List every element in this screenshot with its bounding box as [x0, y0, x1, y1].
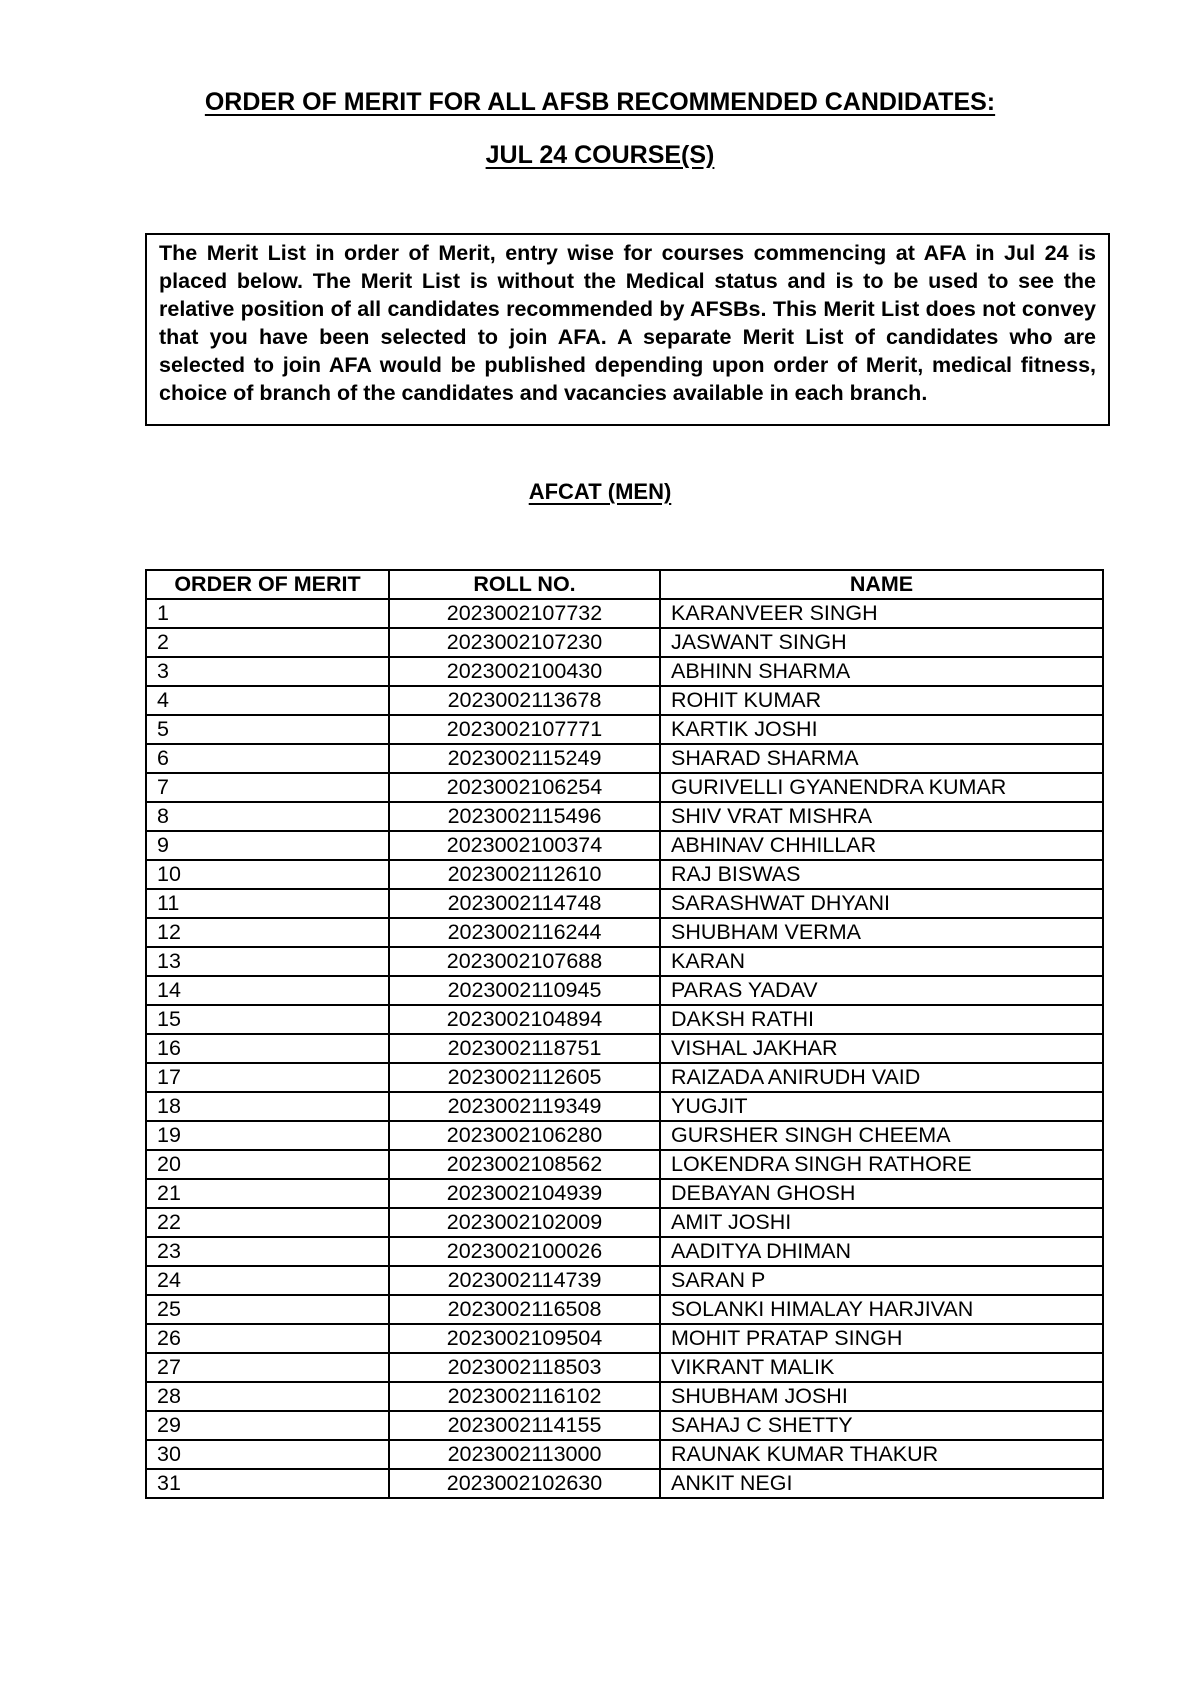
- cell-roll-no: 2023002113678: [389, 686, 660, 715]
- cell-roll-no: 2023002118503: [389, 1353, 660, 1382]
- cell-order-of-merit: 13: [146, 947, 389, 976]
- cell-order-of-merit: 23: [146, 1237, 389, 1266]
- table-row: [146, 1469, 1103, 1498]
- table-row: [146, 1092, 1103, 1121]
- document-title: ORDER OF MERIT FOR ALL AFSB RECOMMENDED CANDIDATES:: [204, 88, 996, 116]
- cell-order-of-merit: 10: [146, 860, 389, 889]
- cell-name: ABHINN SHARMA: [660, 657, 1103, 686]
- table-body: [146, 599, 1103, 1498]
- cell-roll-no: 2023002102009: [389, 1208, 660, 1237]
- cell-roll-no: 2023002112605: [389, 1063, 660, 1092]
- section-heading: AFCAT (MEN): [528, 479, 672, 504]
- table-row: [146, 1208, 1103, 1237]
- cell-roll-no: 2023002100430: [389, 657, 660, 686]
- table-row: [146, 1440, 1103, 1469]
- table-row: [146, 1150, 1103, 1179]
- cell-order-of-merit: 24: [146, 1266, 389, 1295]
- cell-name: SHUBHAM JOSHI: [660, 1382, 1103, 1411]
- table-row: [146, 744, 1103, 773]
- cell-order-of-merit: 12: [146, 918, 389, 947]
- cell-name: PARAS YADAV: [660, 976, 1103, 1005]
- cell-roll-no: 2023002114739: [389, 1266, 660, 1295]
- cell-roll-no: 2023002112610: [389, 860, 660, 889]
- cell-roll-no: 2023002116508: [389, 1295, 660, 1324]
- cell-order-of-merit: 26: [146, 1324, 389, 1353]
- merit-list-notice: The Merit List in order of Merit, entry wise for courses commencing at AFA in Jul 24 is placed below. The Merit List is without the Medical status and is to be used to see the relative position of all candidates recommended by AFSBs. This Merit List does not convey that you have been selected to join AFA. A separate Merit List of candidates who are selected to join AFA would be published depending upon order of Merit, medical fitness, choice of branch of the candidates and vacancies available in each branch.: [145, 233, 1110, 426]
- cell-name: SOLANKI HIMALAY HARJIVAN: [660, 1295, 1103, 1324]
- table-row: [146, 628, 1103, 657]
- cell-order-of-merit: 14: [146, 976, 389, 1005]
- header-roll-no: ROLL NO.: [389, 570, 660, 599]
- cell-order-of-merit: 25: [146, 1295, 389, 1324]
- cell-roll-no: 2023002107688: [389, 947, 660, 976]
- cell-order-of-merit: 18: [146, 1092, 389, 1121]
- cell-name: KARANVEER SINGH: [660, 599, 1103, 628]
- cell-roll-no: 2023002113000: [389, 1440, 660, 1469]
- cell-roll-no: 2023002102630: [389, 1469, 660, 1498]
- cell-order-of-merit: 2: [146, 628, 389, 657]
- cell-name: RAJ BISWAS: [660, 860, 1103, 889]
- header-name: NAME: [660, 570, 1103, 599]
- cell-roll-no: 2023002115249: [389, 744, 660, 773]
- cell-name: AADITYA DHIMAN: [660, 1237, 1103, 1266]
- cell-name: VISHAL JAKHAR: [660, 1034, 1103, 1063]
- table-row: [146, 1121, 1103, 1150]
- cell-name: SARASHWAT DHYANI: [660, 889, 1103, 918]
- table-row: [146, 715, 1103, 744]
- cell-name: VIKRANT MALIK: [660, 1353, 1103, 1382]
- cell-order-of-merit: 5: [146, 715, 389, 744]
- cell-order-of-merit: 20: [146, 1150, 389, 1179]
- cell-order-of-merit: 30: [146, 1440, 389, 1469]
- document-subtitle: JUL 24 COURSE(S): [485, 141, 715, 169]
- table-row: [146, 599, 1103, 628]
- cell-roll-no: 2023002116102: [389, 1382, 660, 1411]
- cell-order-of-merit: 7: [146, 773, 389, 802]
- cell-name: DAKSH RATHI: [660, 1005, 1103, 1034]
- table-row: [146, 976, 1103, 1005]
- cell-name: GURIVELLI GYANENDRA KUMAR: [660, 773, 1103, 802]
- cell-name: RAIZADA ANIRUDH VAID: [660, 1063, 1103, 1092]
- cell-order-of-merit: 31: [146, 1469, 389, 1498]
- table-row: [146, 1063, 1103, 1092]
- table-row: [146, 860, 1103, 889]
- table-row: [146, 1411, 1103, 1440]
- table-row: [146, 1353, 1103, 1382]
- table-row: [146, 802, 1103, 831]
- header-order-of-merit: ORDER OF MERIT: [146, 570, 389, 599]
- cell-name: LOKENDRA SINGH RATHORE: [660, 1150, 1103, 1179]
- cell-order-of-merit: 17: [146, 1063, 389, 1092]
- cell-roll-no: 2023002107771: [389, 715, 660, 744]
- cell-name: ANKIT NEGI: [660, 1469, 1103, 1498]
- cell-name: KARAN: [660, 947, 1103, 976]
- cell-roll-no: 2023002107230: [389, 628, 660, 657]
- table-row: [146, 1179, 1103, 1208]
- cell-roll-no: 2023002118751: [389, 1034, 660, 1063]
- cell-name: ABHINAV CHHILLAR: [660, 831, 1103, 860]
- cell-name: GURSHER SINGH CHEEMA: [660, 1121, 1103, 1150]
- cell-order-of-merit: 1: [146, 599, 389, 628]
- cell-name: SHARAD SHARMA: [660, 744, 1103, 773]
- table-header-row: [146, 570, 1103, 599]
- table-row: [146, 657, 1103, 686]
- table-row: [146, 1382, 1103, 1411]
- table-row: [146, 831, 1103, 860]
- cell-roll-no: 2023002119349: [389, 1092, 660, 1121]
- cell-roll-no: 2023002104894: [389, 1005, 660, 1034]
- table-row: [146, 1005, 1103, 1034]
- cell-order-of-merit: 6: [146, 744, 389, 773]
- table-row: [146, 1295, 1103, 1324]
- cell-name: SARAN P: [660, 1266, 1103, 1295]
- cell-order-of-merit: 29: [146, 1411, 389, 1440]
- cell-name: RAUNAK KUMAR THAKUR: [660, 1440, 1103, 1469]
- cell-roll-no: 2023002108562: [389, 1150, 660, 1179]
- cell-order-of-merit: 3: [146, 657, 389, 686]
- table-row: [146, 686, 1103, 715]
- table-row: [146, 1034, 1103, 1063]
- table-row: [146, 889, 1103, 918]
- cell-name: MOHIT PRATAP SINGH: [660, 1324, 1103, 1353]
- cell-roll-no: 2023002100026: [389, 1237, 660, 1266]
- merit-table: [145, 569, 1104, 1499]
- table-row: [146, 773, 1103, 802]
- cell-order-of-merit: 19: [146, 1121, 389, 1150]
- cell-name: DEBAYAN GHOSH: [660, 1179, 1103, 1208]
- cell-order-of-merit: 22: [146, 1208, 389, 1237]
- cell-roll-no: 2023002107732: [389, 599, 660, 628]
- table-row: [146, 1324, 1103, 1353]
- cell-roll-no: 2023002116244: [389, 918, 660, 947]
- cell-name: SHIV VRAT MISHRA: [660, 802, 1103, 831]
- cell-roll-no: 2023002114748: [389, 889, 660, 918]
- table-row: [146, 918, 1103, 947]
- cell-name: JASWANT SINGH: [660, 628, 1103, 657]
- cell-name: YUGJIT: [660, 1092, 1103, 1121]
- cell-order-of-merit: 21: [146, 1179, 389, 1208]
- cell-name: SAHAJ C SHETTY: [660, 1411, 1103, 1440]
- cell-order-of-merit: 8: [146, 802, 389, 831]
- cell-roll-no: 2023002106254: [389, 773, 660, 802]
- cell-order-of-merit: 11: [146, 889, 389, 918]
- cell-name: SHUBHAM VERMA: [660, 918, 1103, 947]
- cell-order-of-merit: 16: [146, 1034, 389, 1063]
- cell-roll-no: 2023002115496: [389, 802, 660, 831]
- cell-roll-no: 2023002109504: [389, 1324, 660, 1353]
- cell-roll-no: 2023002100374: [389, 831, 660, 860]
- cell-roll-no: 2023002114155: [389, 1411, 660, 1440]
- cell-name: ROHIT KUMAR: [660, 686, 1103, 715]
- cell-roll-no: 2023002106280: [389, 1121, 660, 1150]
- cell-roll-no: 2023002104939: [389, 1179, 660, 1208]
- cell-order-of-merit: 28: [146, 1382, 389, 1411]
- table-row: [146, 1237, 1103, 1266]
- cell-roll-no: 2023002110945: [389, 976, 660, 1005]
- cell-name: KARTIK JOSHI: [660, 715, 1103, 744]
- table-row: [146, 947, 1103, 976]
- cell-order-of-merit: 9: [146, 831, 389, 860]
- cell-name: AMIT JOSHI: [660, 1208, 1103, 1237]
- cell-order-of-merit: 27: [146, 1353, 389, 1382]
- cell-order-of-merit: 15: [146, 1005, 389, 1034]
- cell-order-of-merit: 4: [146, 686, 389, 715]
- table-row: [146, 1266, 1103, 1295]
